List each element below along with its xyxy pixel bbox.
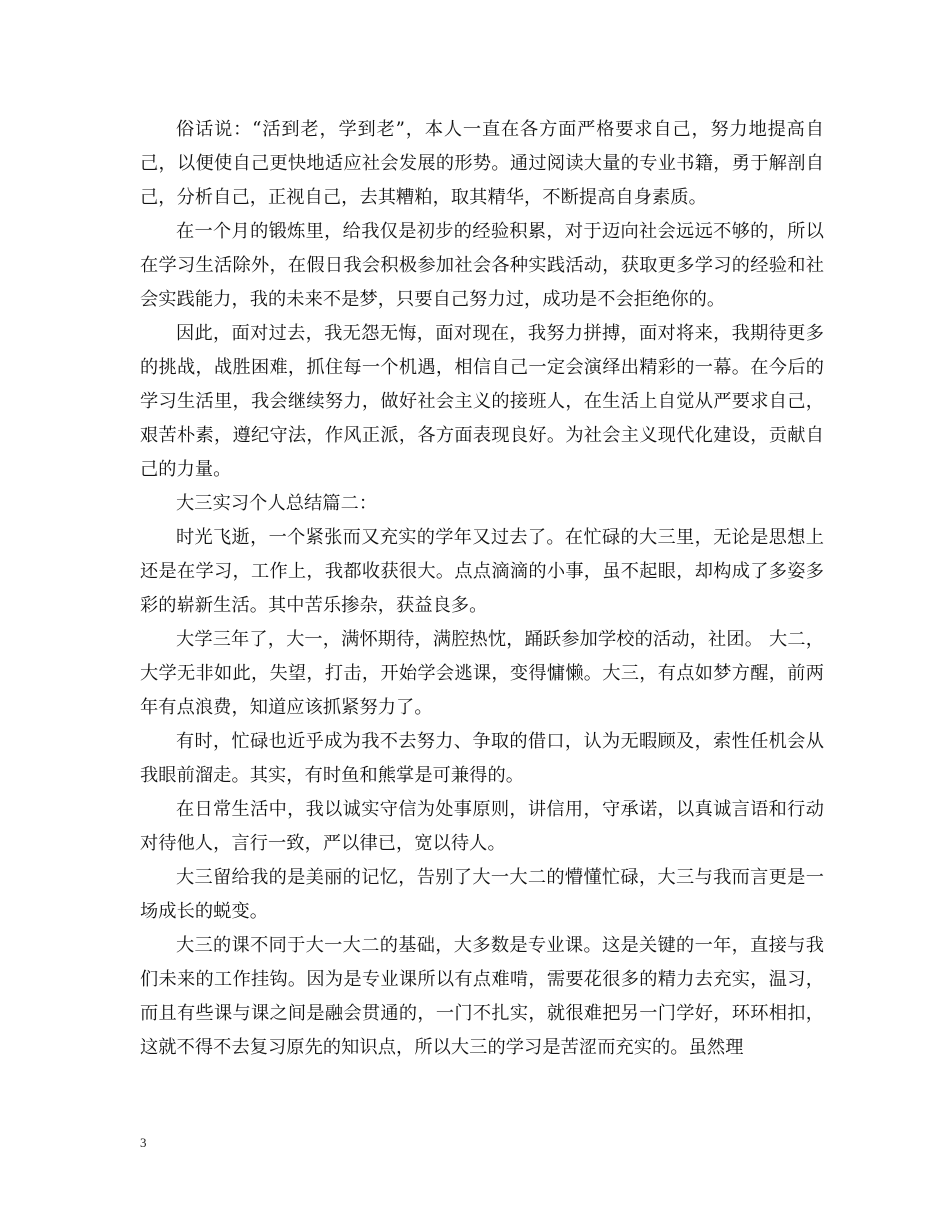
page-number: 3	[140, 1135, 147, 1150]
paragraph: 大三的课不同于大一大二的基础，大多数是专业课。这是关键的一年，直接与我们未来的工作挂钩。因为是专业课所以有点难啃，需要花很多的精力去充实，温习，而且有些课与课之间是融会贯通的，一门不扎实，就很难把另一门学好，环环相扣，这就不得不去复习原先的知识点，所以大三的学习是苦涩而充实的。虽然理	[140, 935, 824, 1058]
paragraph: 在日常生活中，我以诚实守信为处事原则，讲信用，守承诺，以真诚言语和行动对待他人，言行一致，严以律已，宽以待人。	[140, 799, 824, 854]
paragraph: 时光飞逝，一个紧张而又充实的学年又过去了。在忙碌的大三里，无论是思想上还是在学习，工作上，我都收获很大。点点滴滴的小事，虽不起眼，却构成了多姿多彩的崭新生活。其中苦乐掺杂，获益良多。	[140, 527, 824, 616]
section-heading: 大三实习个人总结篇二：	[176, 493, 378, 514]
paragraph: 因此，面对过去，我无怨无悔，面对现在，我努力拼搏，面对将来，我期待更多的挑战，战胜困难，抓住每一个机遇，相信自己一定会演绎出精彩的一幕。在今后的学习生活里，我会继续努力，做好社会主义的接班人，在生活上自觉从严要求自己，艰苦朴素，遵纪守法，作风正派，各方面表现良好。为社会主义现代化建设，贡献自己的力量。	[140, 323, 824, 480]
paragraph: 大学三年了，大一，满怀期待，满腔热忱，踊跃参加学校的活动，社团。 大二，大学无非如此，失望，打击，开始学会逃课，变得慵懒。大三，有点如梦方醒，前两年有点浪费，知道应该抓紧努力了。	[140, 629, 824, 718]
paragraph: 大三留给我的是美丽的记忆，告别了大一大二的懵懂忙碌，大三与我而言更是一场成长的蜕变。	[140, 867, 824, 922]
paragraph: 在一个月的锻炼里，给我仅是初步的经验积累，对于迈向社会远远不够的，所以在学习生活除外，在假日我会积极参加社会各种实践活动，获取更多学习的经验和社会实践能力，我的未来不是梦，只要自己努力过，成功是不会拒绝你的。	[140, 221, 824, 310]
paragraph: 俗话说：“活到老，学到老”，本人一直在各方面严格要求自己，努力地提高自己，以便使自己更快地适应社会发展的形势。通过阅读大量的专业书籍，勇于解剖自己，分析自己，正视自己，去其糟粕，取其精华，不断提高自身素质。	[140, 119, 824, 208]
body-text	[140, 113, 824, 1065]
paragraph: 有时，忙碌也近乎成为我不去努力、争取的借口，认为无暇顾及，索性任机会从我眼前溜走。其实，有时鱼和熊掌是可兼得的。	[140, 731, 824, 786]
